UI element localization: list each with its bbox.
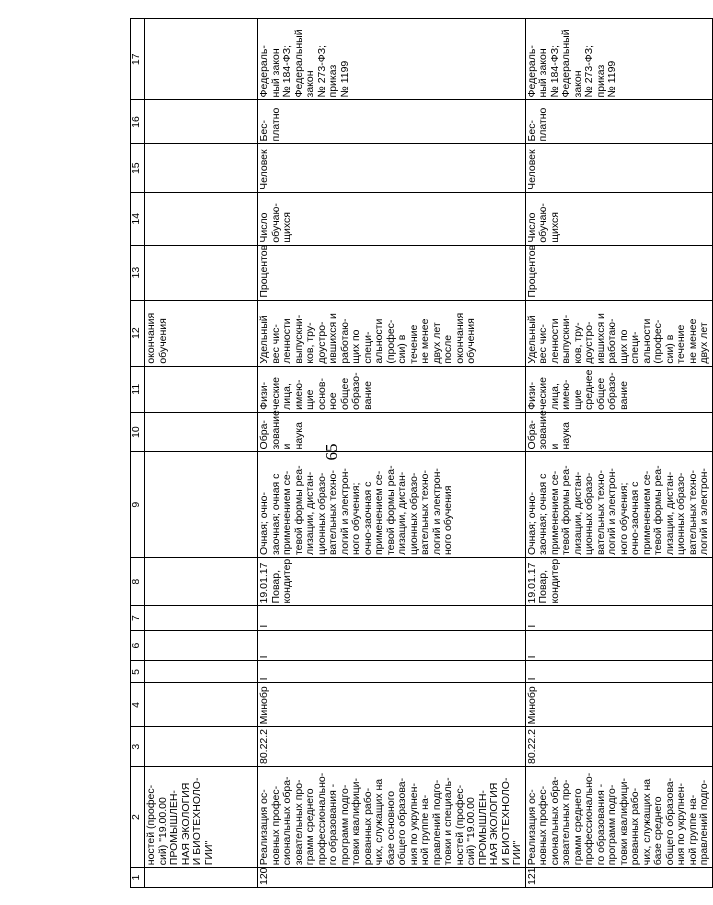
table-row <box>525 19 712 888</box>
profession-cell <box>145 558 258 606</box>
volume-unit-cell: Человек <box>258 144 526 192</box>
volume-unit-cell: Человек <box>525 144 712 192</box>
legal-basis-cell: Федераль- ный закон № 184-ФЗ; Федеральный закон № 273-ФЗ; приказ № 1199 <box>258 19 526 100</box>
table-cell: I <box>525 606 712 630</box>
unit-cell: Процентов <box>258 245 526 300</box>
legal-basis-cell <box>145 19 258 100</box>
header-cell: 10 <box>131 412 145 452</box>
consumers-cell: Физи- ческие лица, имею- щие среднее общее образо- вание <box>525 366 712 412</box>
okved-cell: 80.22.2 <box>525 727 712 767</box>
header-cell: 9 <box>131 452 145 558</box>
legal-basis-cell: Федераль- ный закон № 184-ФЗ; Федеральный закон № 273-ФЗ; приказ № 1199 <box>525 19 712 100</box>
payment-cell: Бес- платно <box>258 100 526 144</box>
volume-indicator-cell <box>145 192 258 245</box>
row-number-cell <box>145 868 258 888</box>
profession-cell: 19.01.17 Повар, кондитер <box>258 558 526 606</box>
header-cell: 3 <box>131 727 145 767</box>
header-cell: 12 <box>131 300 145 366</box>
study-form-cell: Очная; очно- заочная; очная с применением се- тевой формы реа- лизации, дистан- ционных образо- вательных техно- логий и электрон- ного обучения; очно-заочная с применением се- тевой формы реа- лизации, дистан- ционных образо- вательных техно- логий и электрон- <box>525 452 712 558</box>
authority-cell: Минобр <box>258 683 526 727</box>
unit-cell: Процентов <box>525 245 712 300</box>
header-cell: 11 <box>131 366 145 412</box>
header-cell: 1 <box>131 868 145 888</box>
header-cell: 14 <box>131 192 145 245</box>
sphere-cell: Обра- зование и наука <box>525 412 712 452</box>
table-cell <box>145 630 258 661</box>
rotated-table-wrapper <box>130 18 710 888</box>
study-form-cell <box>145 452 258 558</box>
table-cell <box>145 606 258 630</box>
quality-indicator-cell: окончания обучения <box>145 300 258 366</box>
profession-cell: 19.01.17 Повар, кондитер <box>525 558 712 606</box>
sphere-cell <box>145 412 258 452</box>
service-name-cell: Реализация ос- новных профес- сиональных обра- зовательных про- грамм среднего профессионально- го образования - программ подго- товки квалифици- рованных рабо- чих, служащих на базе среднего общего образова- ния по укрупнен- ной группе на- правлений подго- <box>525 767 712 868</box>
volume-unit-cell <box>145 144 258 192</box>
volume-indicator-cell: Число обучаю- щихся <box>258 192 526 245</box>
row-number-cell: 120 <box>258 868 526 888</box>
payment-cell <box>145 100 258 144</box>
header-cell: 2 <box>131 767 145 868</box>
header-cell: 13 <box>131 245 145 300</box>
table-cell: I <box>258 606 526 630</box>
services-table <box>130 18 713 888</box>
header-cell: 8 <box>131 558 145 606</box>
table-cell: I <box>258 661 526 683</box>
volume-indicator-cell: Число обучаю- щихся <box>525 192 712 245</box>
consumers-cell: Физи- ческие лица, имею- щие основ- ное общее образо- вание <box>258 366 526 412</box>
header-cell: 15 <box>131 144 145 192</box>
table-cell: I <box>258 630 526 661</box>
header-cell: 6 <box>131 630 145 661</box>
header-cell: 5 <box>131 661 145 683</box>
quality-indicator-cell: Удельный вес чис- ленности выпускни- ков, тру- доустро- ившихся и работаю- щих по специ- альности (профес- сии) в течение не менее двух лет после окончания обучения <box>258 300 526 366</box>
unit-cell <box>145 245 258 300</box>
header-cell: 7 <box>131 606 145 630</box>
header-cell: 17 <box>131 19 145 100</box>
table-cell <box>145 661 258 683</box>
table-cell: I <box>525 661 712 683</box>
authority-cell <box>145 683 258 727</box>
consumers-cell <box>145 366 258 412</box>
payment-cell: Бес- платно <box>525 100 712 144</box>
page-number: 65 <box>322 443 341 461</box>
service-name-cell: Реализация ос- новных профес- сиональных обра- зовательных про- грамм среднего профессионально- го образования - программ подго- товки квалифици- рованных рабо- чих, служащих на базе основного общего образова- ния по укрупнен- ной группе на- правлений подго- товки и специаль- ностей (профес- сий) "19.00.00 ПРОМЫШЛЕН- НАЯ ЭКОЛОГИЯ И БИОТЕХНОЛО- ГИИ" <box>258 767 526 868</box>
header-row <box>131 19 145 888</box>
study-form-cell: Очная; очно- заочная; очная с применением се- тевой формы реа- лизации, дистан- ционных образо- вательных техно- логий и электрон- ного обучения; очно-заочная с применением се- тевой формы реа- лизации, дистан- ционных образо- вательных техно- логий и электрон- ного обучения <box>258 452 526 558</box>
table-row <box>258 19 526 888</box>
table-cell: I <box>525 630 712 661</box>
table-row <box>145 19 258 888</box>
quality-indicator-cell: Удельный вес чис- ленности выпускни- ков, тру- доустро- ившихся и работаю- щих по специ- альности (профес- сии) в течение не менее двух лет <box>525 300 712 366</box>
authority-cell: Минобр <box>525 683 712 727</box>
header-cell: 4 <box>131 683 145 727</box>
service-name-cell: ностей (профес- сий) "19.00.00 ПРОМЫШЛЕН- НАЯ ЭКОЛОГИЯ И БИОТЕХНОЛО- ГИИ" <box>145 767 258 868</box>
sphere-cell: Обра- зование и наука <box>258 412 526 452</box>
row-number-cell: 121 <box>525 868 712 888</box>
header-cell: 16 <box>131 100 145 144</box>
okved-cell: 80.22.2 <box>258 727 526 767</box>
okved-cell <box>145 727 258 767</box>
